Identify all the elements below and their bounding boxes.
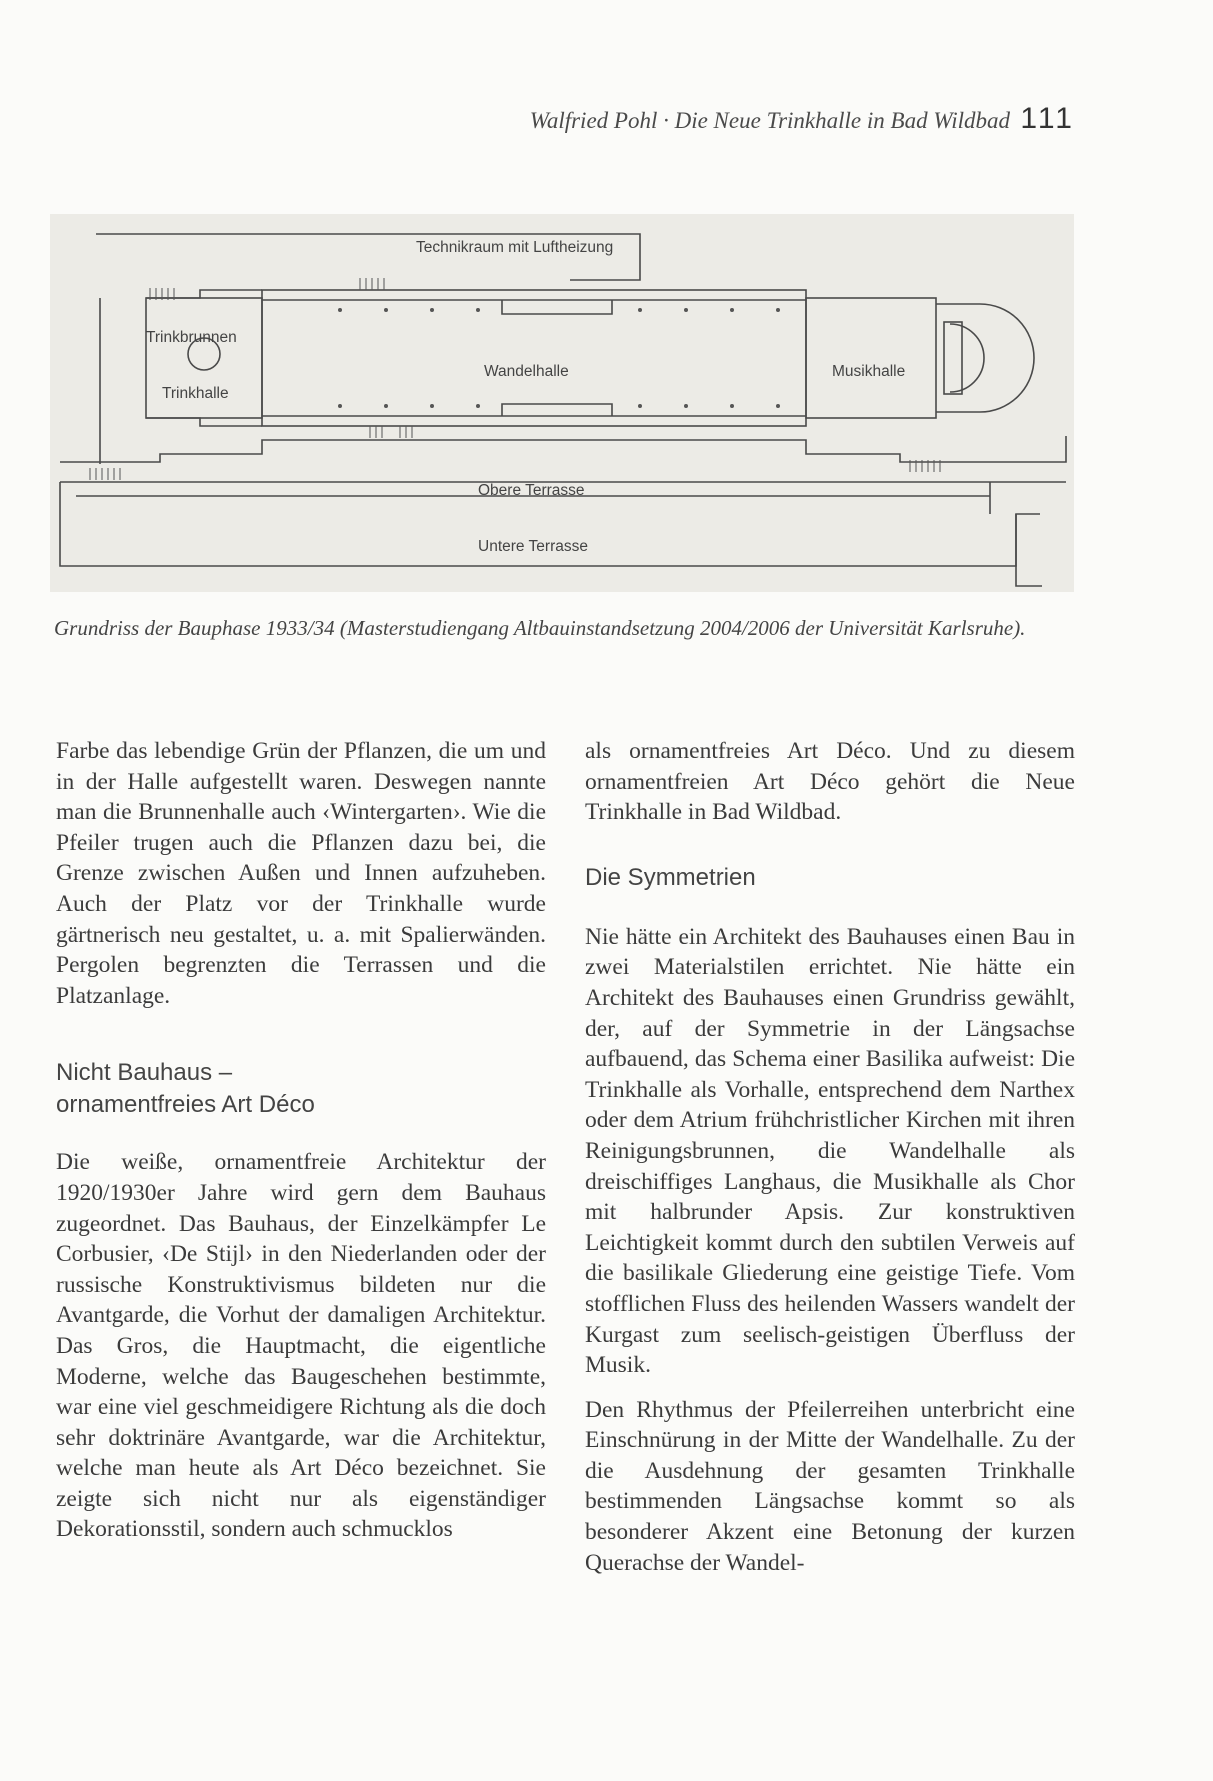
label-technikraum: Technikraum mit Luftheizung <box>416 239 614 256</box>
section-heading-line-2: ornamentfreies Art Déco <box>56 1091 315 1119</box>
label-trinkhalle: Trinkhalle <box>162 385 229 402</box>
right-column <box>585 736 1075 1578</box>
right-paragraph-1: als ornamentfreies Art Déco. Und zu diesem ornamentfreien Art Déco gehört die Neue Trinkhalle in Bad Wildbad. <box>585 738 1075 826</box>
page-number: 111 <box>1020 102 1075 135</box>
right-paragraph-2: Nie hätte ein Architekt des Bauhauses einen Bau in zwei Materialstilen errichtet. Nie hätte ein Architekt des Bauhauses einen Grundriss gewählt, der, auf der Symmetrie in der Längsachse aufbauend, das Schema einer Basilika aufweist: Die Trinkhalle als Vorhalle, entsprechend dem Narthex oder dem Atrium frühchristlicher Kirchen mit ihren Reinigungsbrunnen, die Wandelhalle als dreischiffiges Langhaus, die Musikhalle als Chor mit halbrunder Apsis. Zur konstruktiven Leichtigkeit kommt durch den subtilen Verweis auf die basilikale Gliederung eine geistige Tiefe. Vom stofflichen Fluss des heilenden Wassers wandelt der Kurgast zum seelisch-geistigen Überfluss der Musik. <box>585 923 1075 1379</box>
section-heading-symmetrien: Die Symmetrien <box>585 863 756 891</box>
label-obere-terrasse: Obere Terrasse <box>478 482 585 499</box>
wandelhalle-room <box>262 290 806 426</box>
running-title: Walfried Pohl · Die Neue Trinkhalle in Bad Wildbad <box>529 108 1010 133</box>
section-heading-line-1: Nicht Bauhaus – <box>56 1059 233 1087</box>
section-heading-bauhaus <box>56 1057 546 1121</box>
right-paragraph-3: Den Rhythmus der Pfeilerreihen unterbricht eine Einschnürung in der Mitte der Wandelhalle. Zu der die Ausdehnung der gesamten Trinkhalle bestimmenden Längsachse kommt so als besonderer Akzent eine Betonung der kurzen Querachse der Wandel- <box>585 1396 1075 1576</box>
label-wandelhalle: Wandelhalle <box>484 363 569 380</box>
left-paragraph-1: Farbe das lebendige Grün der Pflanzen, die um und in der Halle aufgestellt waren. Deswegen nannte man die Brunnenhalle auch ‹Wintergarten›. Wie die Pfeiler trugen auch die Pflanzen dazu bei, die Grenze zwischen Außen und Innen aufzuheben. Auch der Platz vor der Trinkhalle wurde gärtnerisch neu gestaltet, u. a. mit Spalierwänden. Pergolen begrenzten die Terrassen und die Platzanlage. <box>56 738 546 1009</box>
label-untere-terrasse: Untere Terrasse <box>478 538 588 555</box>
running-head <box>420 108 1080 134</box>
floor-plan-figure <box>50 214 1074 592</box>
musikhalle-apse <box>936 304 1034 412</box>
figure-caption: Grundriss der Bauphase 1933/34 (Masterstudiengang Altbauinstandsetzung 2004/2006 der Universität Karlsruhe). <box>54 616 1026 640</box>
floor-plan-drawing <box>50 214 1074 592</box>
musikhalle-room <box>806 298 936 418</box>
label-musikhalle: Musikhalle <box>832 363 906 380</box>
label-trinkbrunnen: Trinkbrunnen <box>146 329 237 346</box>
left-column <box>56 736 546 1545</box>
left-paragraph-2: Die weiße, ornamentfreie Architektur der 1920/1930er Jahre wird gern dem Bauhaus zugeordnet. Das Bauhaus, der Einzelkämpfer Le Corbusier, ‹De Stijl› in den Niederlanden oder der russische Konstruktivismus bildeten nur die Avantgarde, die Vorhut der damaligen Architektur. Das Gros, die Hauptmacht, die eigentliche Moderne, welche das Baugeschehen bestimmte, war eine viel geschmeidigere Richtung als die doch sehr doktrinäre Avantgarde, war die Architektur, welche man heute als Art Déco bezeichnet. Sie zeigte sich nicht nur als eigenständiger Dekorationsstil, sondern auch schmucklos <box>56 1149 546 1543</box>
